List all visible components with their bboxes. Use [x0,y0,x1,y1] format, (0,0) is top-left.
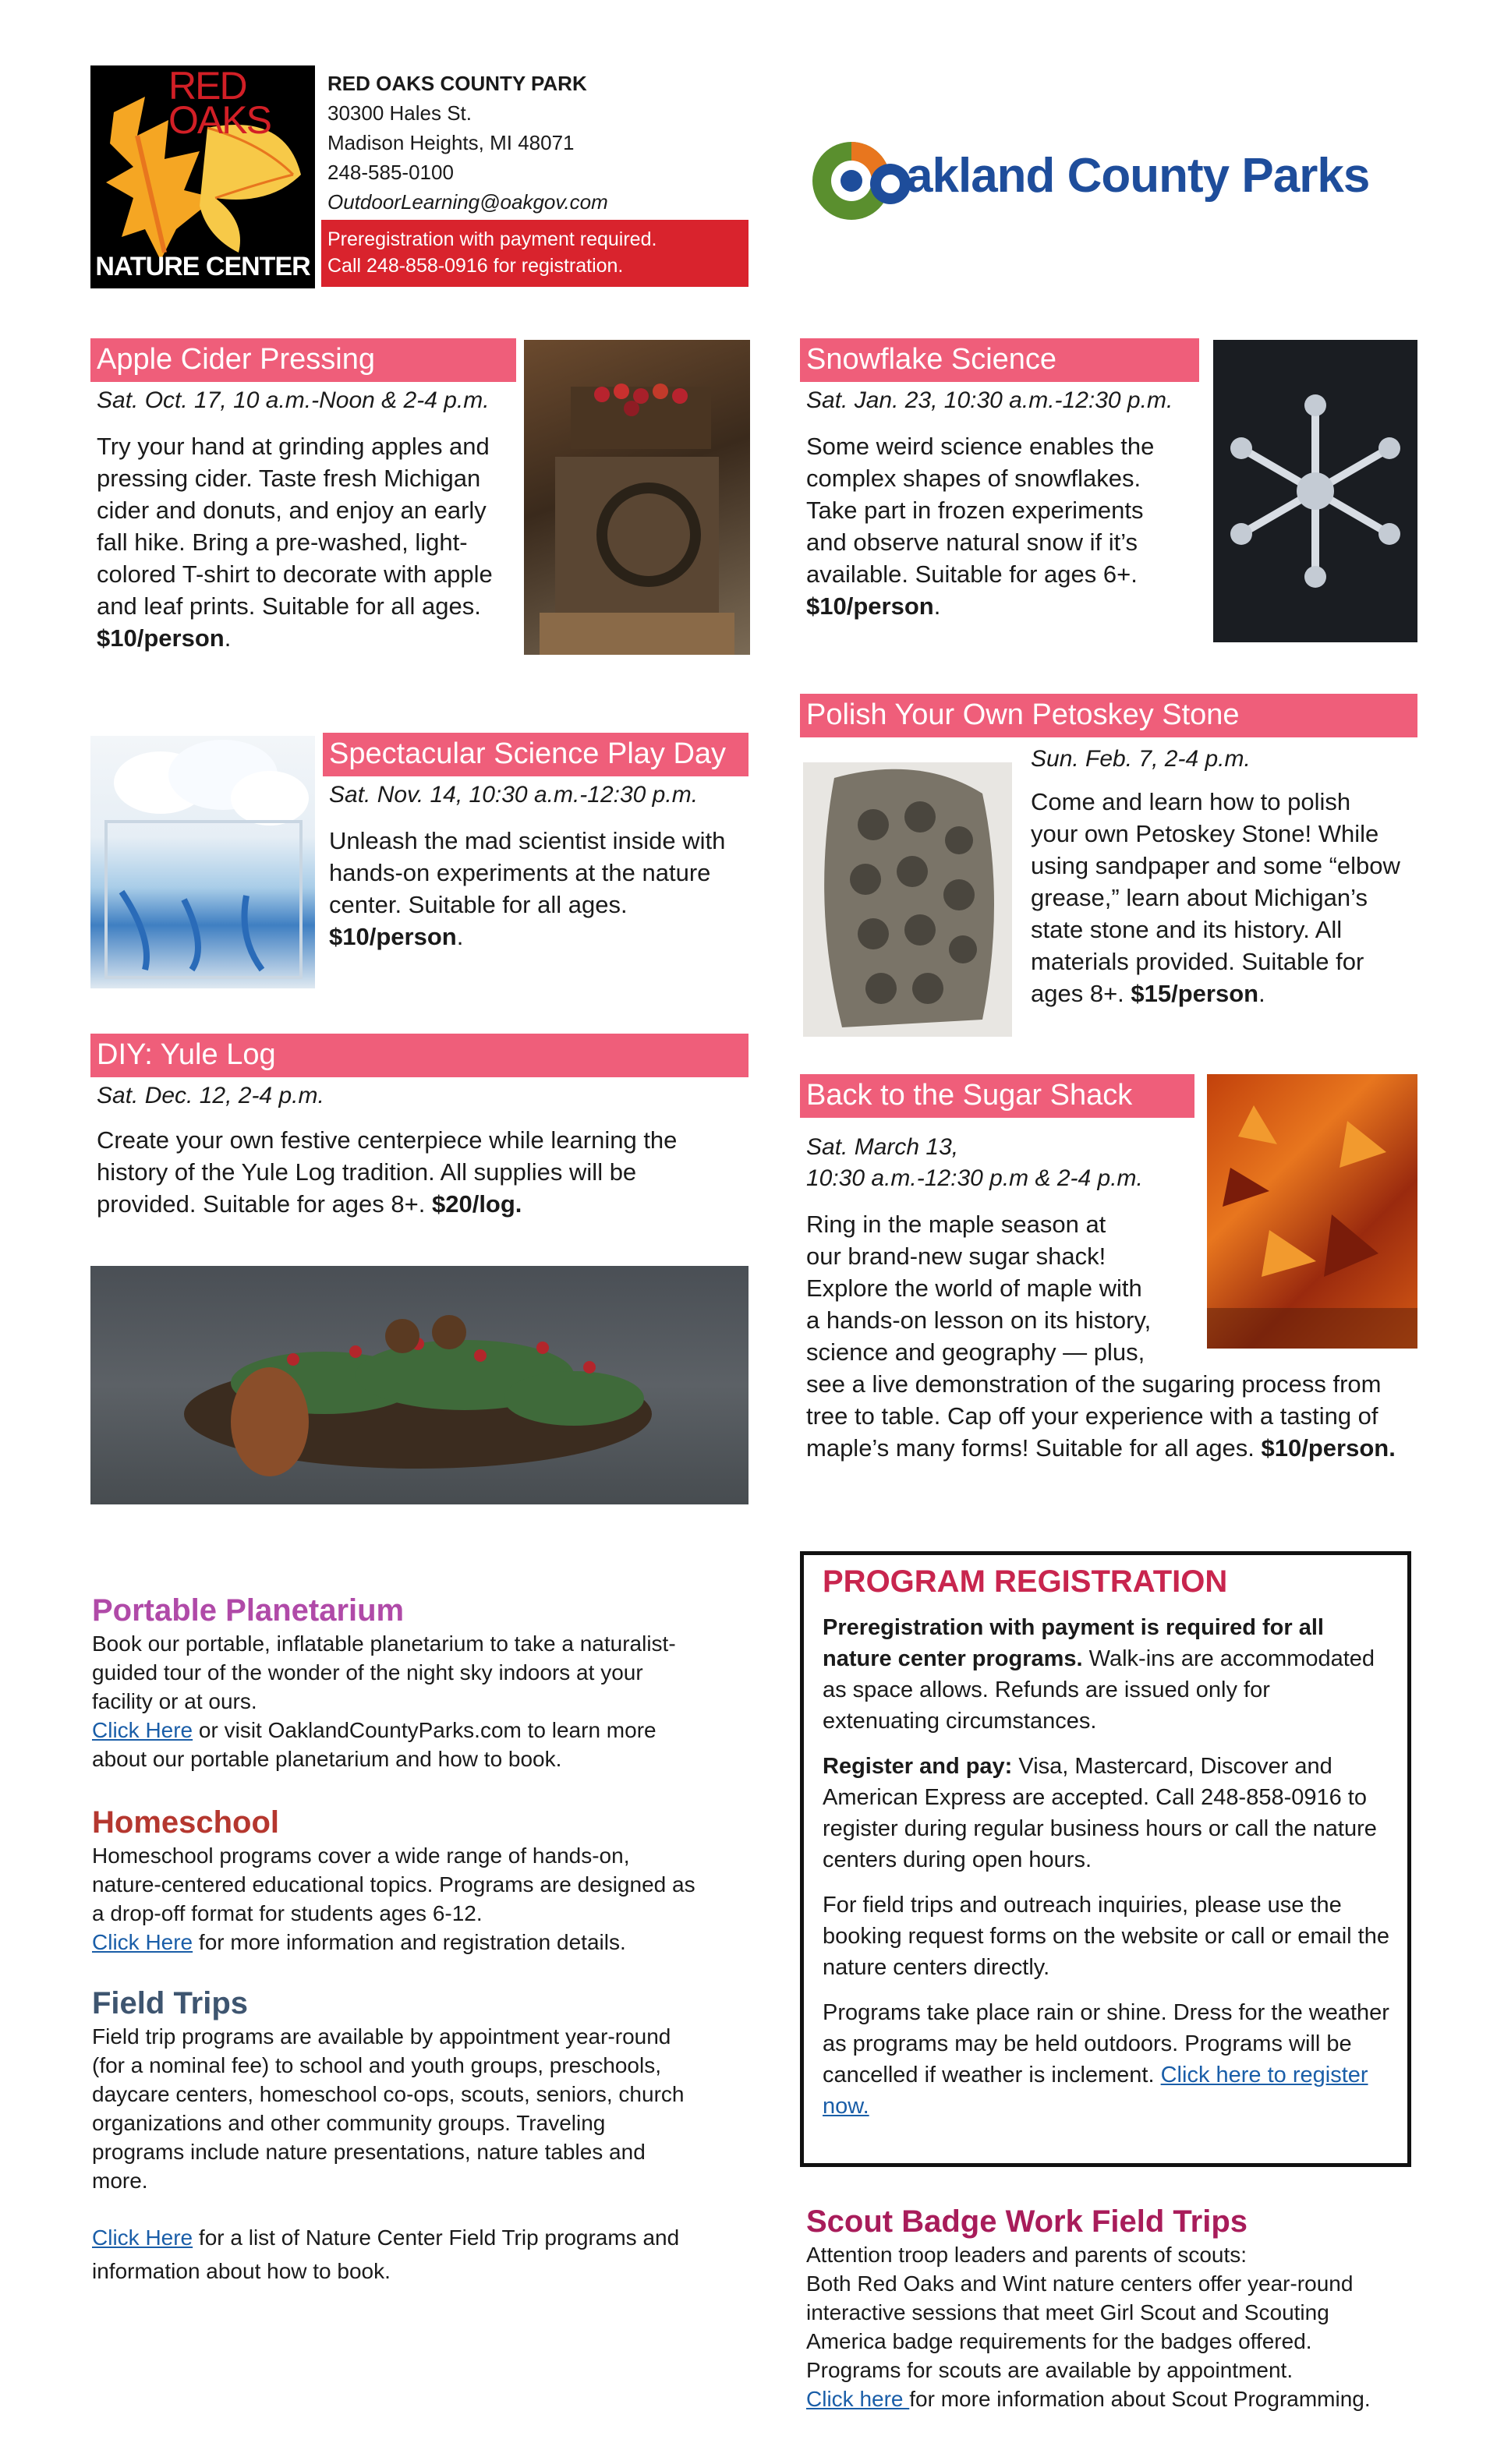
field-trips-text [92,2022,778,2285]
sugar-date-line-2: 10:30 a.m.-12:30 p.m & 2-4 p.m. [806,1165,1143,1191]
text-line: daycare centers, homeschool co-ops, scouts, seniors, church [92,2082,685,2106]
planetarium-title: Portable Planetarium [92,1593,405,1628]
desc-line: center. Suitable for all ages. [329,891,628,918]
text-line: guided tour of the wonder of the night sky indoors at your [92,1660,643,1684]
desc-line: state stone and its history. All [1031,916,1343,943]
registration-p1-bold: Preregistration with payment is required for all nature center programs. [823,1615,1324,1671]
desc-line: science and geography — plus, [806,1338,1145,1366]
desc-line: and observe natural snow if it’s [806,529,1138,556]
register-now-link[interactable]: Click here to register now. [823,2063,1368,2119]
text-line: Field trip programs are available by appointment year-round [92,2024,671,2049]
desc-line: ages 8+. [1031,980,1131,1007]
text-line: or visit OaklandCountyParks.com to learn more [193,1718,656,1742]
petoskey-description [1031,786,1400,1009]
scout-title: Scout Badge Work Field Trips [806,2204,1248,2239]
registration-p1-rest: Walk-ins are accommodated as space allows. Refunds are issued only for extenuating circumstances. [823,1646,1375,1734]
registration-title: PROGRAM REGISTRATION [823,1564,1228,1599]
oakland-county-parks-logo [803,125,1411,234]
prereg-line-1: Preregistration with payment required. [327,228,657,250]
desc-line: materials provided. Suitable for [1031,948,1364,975]
desc-line: maple’s many forms! Suitable for all ages. [806,1434,1262,1462]
desc-line: tree to table. Cap off your experience with a tasting of [806,1402,1378,1430]
park-name: RED OAKS COUNTY PARK [327,72,587,95]
registration-p2 [823,1751,1392,1875]
scout-text [806,2240,1430,2413]
yule-description [97,1124,677,1220]
snowflake-description [806,430,1154,622]
registration-p4-text: Programs take place rain or shine. Dress for the weather as programs may be held outdoors. Programs will be cancelled if weather is inclement. [823,2000,1389,2088]
text-line: Homeschool programs cover a wide range of hands-on, [92,1844,630,1868]
planetarium-section [92,1592,778,1773]
prereg-line-2: Call 248-858-0916 for registration. [327,255,624,277]
punct: . [456,923,464,950]
yule-price: $20/log. [431,1190,522,1218]
sugar-title-bar: Back to the Sugar Shack [800,1074,1194,1118]
text-line: nature-centered educational topics. Programs are designed as [92,1872,695,1897]
preregistration-banner [321,220,748,287]
snowflake-title-bar: Snowflake Science [800,338,1199,382]
desc-line: cider and donuts, and enjoy an early [97,497,487,524]
text-line: America badge requirements for the badges offered. [806,2329,1312,2353]
text-line: Attention troop leaders and parents of scouts: [806,2243,1248,2267]
yule-title-bar: DIY: Yule Log [90,1034,748,1077]
text-line: about our portable planetarium and how to book. [92,1747,562,1771]
cider-date: Sat. Oct. 17, 10 a.m.-Noon & 2-4 p.m. [97,387,490,413]
science-cloud-in-glass-image [90,736,315,988]
cider-price: $10/person [97,624,225,652]
desc-line: Explore the world of maple with [806,1274,1142,1302]
park-address [327,69,608,217]
text-line: a drop-off format for students ages 6-12. [92,1901,483,1925]
desc-line: available. Suitable for ages 6+. [806,560,1138,588]
desc-line: using sandpaper and some “elbow [1031,852,1400,879]
snowflake-image [1213,340,1417,642]
red-oaks-nature-center-logo [90,65,315,288]
scout-click-here-link[interactable]: Click here [806,2387,910,2411]
cider-press-image [524,340,750,655]
logo-red-oaks-text: RED OAKS [168,65,271,142]
text-line: for a list of Nature Center Field Trip programs and [193,2225,680,2250]
text-line: more. [92,2169,148,2193]
yule-log-photo [90,1266,748,1504]
yule-log-centerpiece-image [90,1266,748,1504]
desc-line: provided. Suitable for ages 8+. [97,1190,432,1218]
desc-line: Come and learn how to polish [1031,788,1351,815]
homeschool-title: Homeschool [92,1805,280,1840]
field-trips-click-here-link[interactable]: Click Here [92,2225,193,2250]
sugar-date-line-1: Sat. March 13, [806,1134,959,1160]
scout-section [806,2203,1430,2413]
program-registration-box [800,1551,1411,2167]
desc-line: a hands-on lesson on its history, [806,1306,1152,1334]
petoskey-photo [803,762,1012,1037]
desc-line: Try your hand at grinding apples and [97,433,490,460]
park-city: Madison Heights, MI 48071 [327,131,575,154]
registration-p1 [823,1612,1392,1737]
text-line: (for a nominal fee) to school and youth groups, preschools, [92,2053,661,2077]
homeschool-text [92,1841,778,1957]
desc-line: history of the Yule Log tradition. All supplies will be [97,1158,637,1186]
text-line: for more information and registration details. [193,1930,626,1954]
punct: . [224,624,232,652]
desc-line: Some weird science enables the [806,433,1155,460]
science-description [329,825,725,953]
text-line: organizations and other community groups. Traveling [92,2111,606,2135]
petoskey-title-bar: Polish Your Own Petoskey Stone [800,694,1417,737]
snowflake-date: Sat. Jan. 23, 10:30 a.m.-12:30 p.m. [806,387,1173,413]
planetarium-click-here-link[interactable]: Click Here [92,1718,193,1742]
oakland-county-parks-emblem-icon [803,125,912,234]
homeschool-section [92,1804,778,1957]
field-trips-section [92,1985,778,2285]
field-trips-title: Field Trips [92,1986,249,2020]
oakland-county-parks-wordmark: akland County Parks [906,149,1370,203]
snowflake-price: $10/person [806,592,934,620]
text-line: information about how to book. [92,2259,391,2283]
punct: . [1258,980,1265,1007]
desc-line: grease,” learn about Michigan’s [1031,884,1368,911]
registration-p4 [823,1997,1392,2122]
desc-line: our brand-new sugar shack! [806,1243,1106,1270]
punct: . [933,592,941,620]
desc-line: pressing cider. Taste fresh Michigan [97,465,481,492]
desc-line: fall hike. Bring a pre-washed, light- [97,529,468,556]
text-line: Book our portable, inflatable planetarium to take a naturalist- [92,1631,676,1656]
desc-line: complex shapes of snowflakes. [806,465,1141,492]
desc-line: Take part in frozen experiments [806,497,1144,524]
desc-line: see a live demonstration of the sugaring process from [806,1370,1382,1398]
desc-line: Create your own festive centerpiece while learning the [97,1126,678,1154]
text-line: facility or at ours. [92,1689,257,1713]
science-title-bar: Spectacular Science Play Day [323,733,748,776]
cider-description [97,430,493,654]
desc-line: Unleash the mad scientist inside with [329,827,726,854]
science-photo [90,736,315,988]
homeschool-click-here-link[interactable]: Click Here [92,1930,193,1954]
science-date: Sat. Nov. 14, 10:30 a.m.-12:30 p.m. [329,782,699,808]
snowflake-photo [1213,340,1417,642]
text-line: interactive sessions that meet Girl Scout and Scouting [806,2300,1329,2324]
desc-line: and leaf prints. Suitable for all ages. [97,592,481,620]
registration-p2-bold: Register and pay: [823,1754,1013,1779]
cider-title-bar: Apple Cider Pressing [90,338,516,382]
sugar-description [806,1208,1396,1464]
desc-line: Ring in the maple season at [806,1211,1106,1238]
text-line: for more information about Scout Programming. [909,2387,1371,2411]
petoskey-price: $15/person [1131,980,1259,1007]
park-phone: 248-585-0100 [327,161,454,184]
park-email[interactable]: OutdoorLearning@oakgov.com [327,190,608,214]
planetarium-text [92,1629,778,1773]
sugar-price: $10/person. [1261,1434,1396,1462]
registration-p2-rest: Visa, Mastercard, Discover and American Express are accepted. Call 248-858-0916 to register during regular business hours or call the nature centers during open hours. [823,1754,1377,1872]
desc-line: colored T-shirt to decorate with apple [97,560,493,588]
logo-nature-center-text: NATURE CENTER [95,252,310,281]
desc-line: your own Petoskey Stone! While [1031,820,1379,847]
text-line: programs include nature presentations, nature tables and [92,2140,646,2164]
desc-line: hands-on experiments at the nature [329,859,711,886]
petoskey-date: Sun. Feb. 7, 2-4 p.m. [1031,746,1251,772]
registration-p3: For field trips and outreach inquiries, please use the booking request forms on the website or call or email the nature centers directly. [823,1893,1389,1980]
cider-press-photo [524,340,750,655]
text-line: Both Red Oaks and Wint nature centers offer year-round [806,2271,1354,2296]
petoskey-stone-image [803,762,1012,1037]
yule-date: Sat. Dec. 12, 2-4 p.m. [97,1083,324,1108]
science-price: $10/person [329,923,457,950]
text-line: Programs for scouts are available by appointment. [806,2358,1294,2382]
park-street: 30300 Hales St. [327,101,472,125]
sugar-date [806,1132,1143,1194]
